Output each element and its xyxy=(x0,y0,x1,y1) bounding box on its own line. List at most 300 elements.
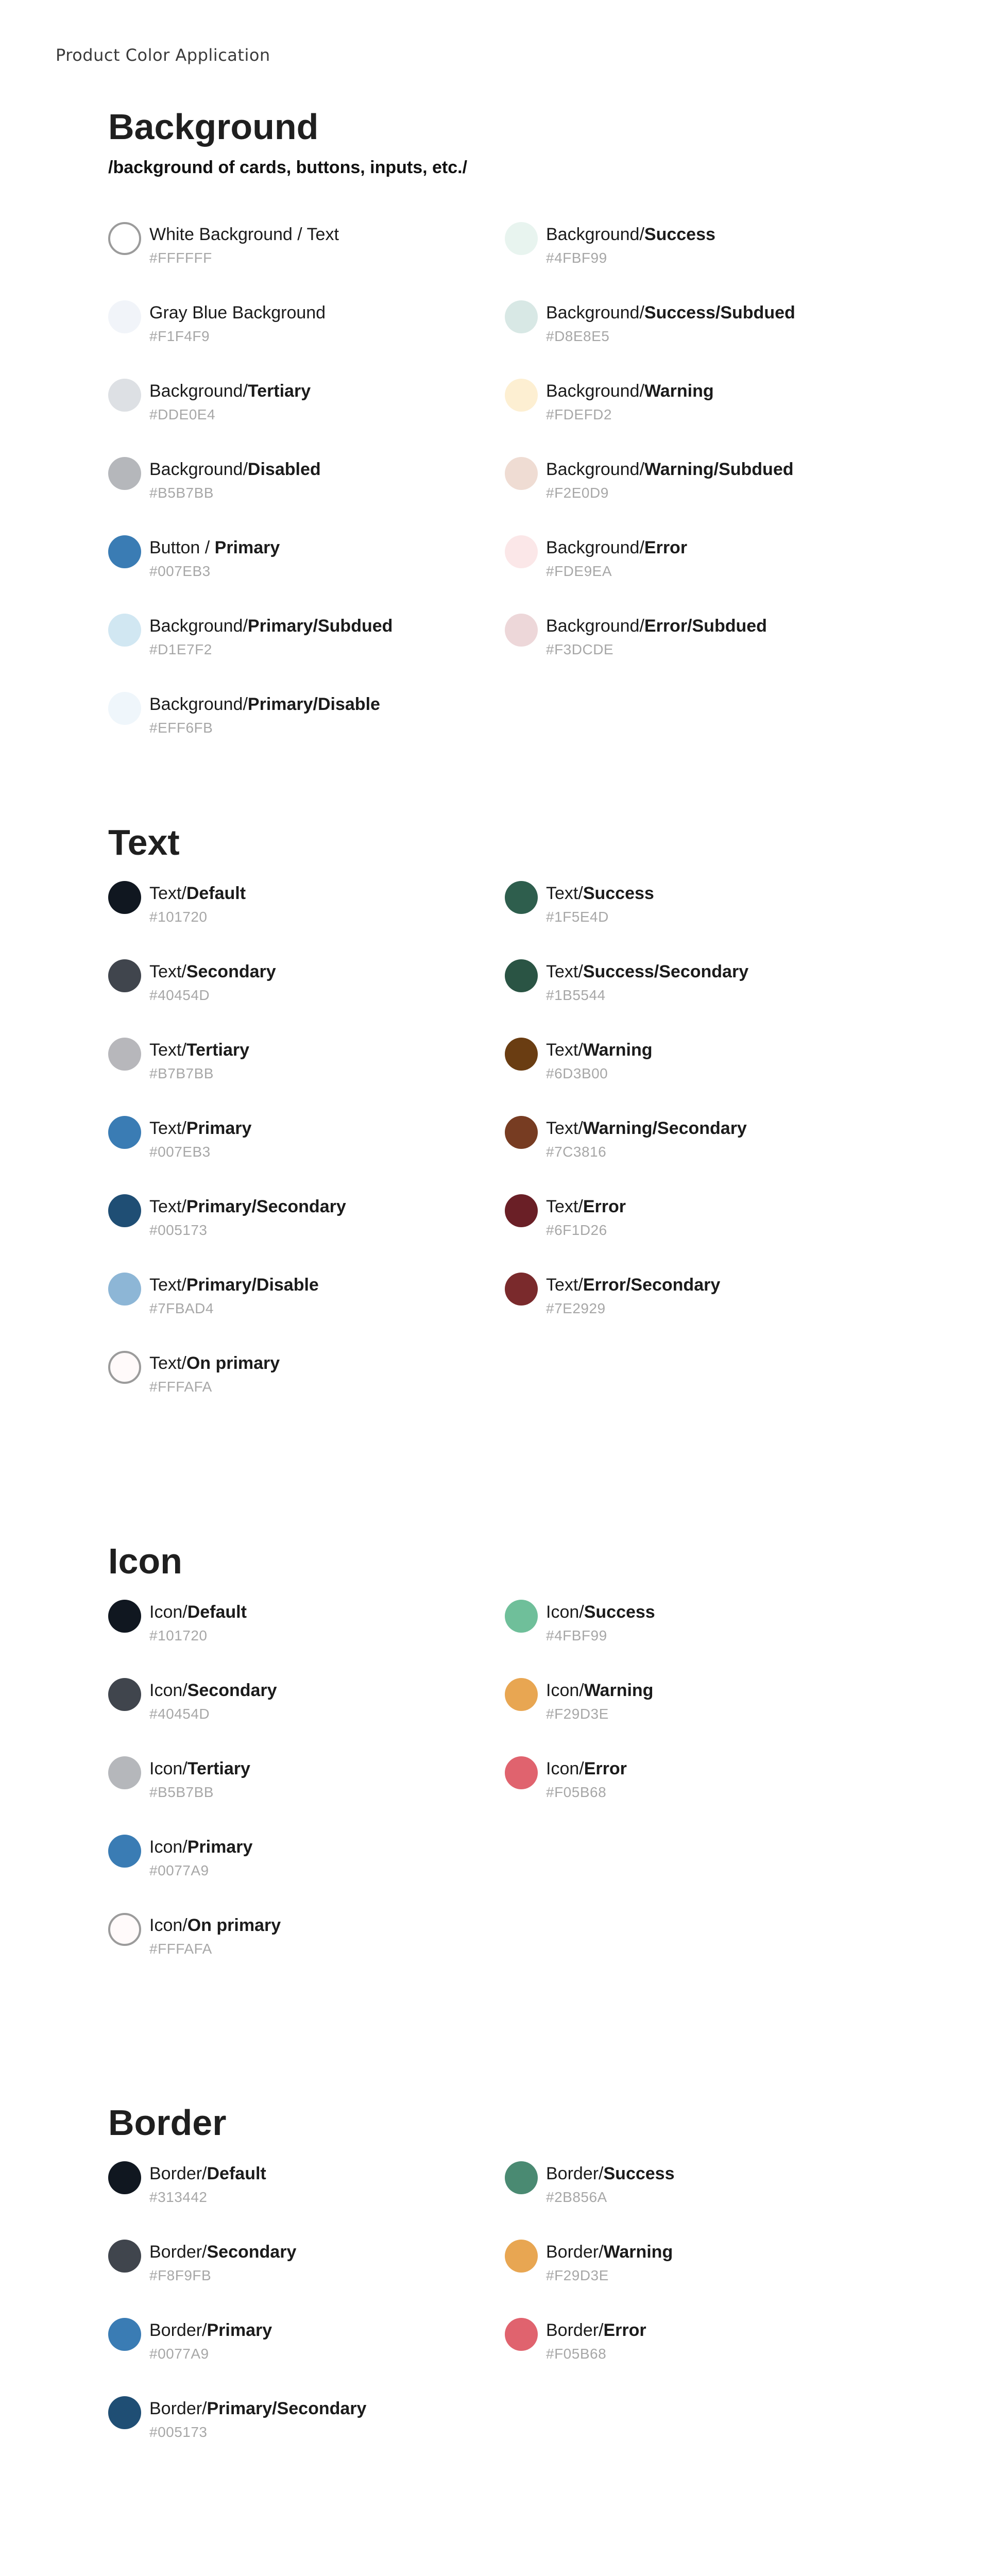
color-token-hex: #F05B68 xyxy=(546,2346,607,2362)
color-token-hex: #313442 xyxy=(149,2189,208,2205)
color-column-left xyxy=(108,2161,500,2475)
color-token-text xyxy=(149,224,339,266)
color-token-name xyxy=(149,224,339,245)
color-token-name xyxy=(149,694,380,715)
color-token-text xyxy=(546,302,795,345)
color-swatch xyxy=(505,959,538,992)
color-token-text xyxy=(546,1680,653,1722)
color-token-name-emphasis: Primary xyxy=(207,2320,272,2340)
color-token-name-prefix: Background/ xyxy=(546,225,644,244)
color-token-text xyxy=(546,224,715,266)
color-token-name xyxy=(149,1353,280,1374)
color-token-name-emphasis: Error/Subdued xyxy=(644,616,767,636)
section-border xyxy=(108,2102,932,2440)
color-token-name xyxy=(546,459,794,480)
color-token-name-emphasis: Tertiary xyxy=(247,381,311,401)
color-token-name xyxy=(149,2398,366,2419)
color-token-name xyxy=(546,883,654,904)
color-token-name-prefix: Text/ xyxy=(149,1275,186,1295)
color-token-name xyxy=(546,1118,747,1139)
color-token-name-prefix: Icon/ xyxy=(149,1681,187,1700)
color-token-name xyxy=(546,1275,720,1295)
color-token-name xyxy=(149,1196,346,1217)
color-token xyxy=(108,1038,500,1116)
color-token xyxy=(505,2161,896,2240)
color-token xyxy=(108,1678,500,1756)
color-token xyxy=(505,1116,896,1194)
section-title: Icon xyxy=(108,1541,182,1581)
color-token-name-prefix: Text/ xyxy=(546,884,583,903)
color-token-name-emphasis: Error xyxy=(584,1759,627,1778)
color-swatch xyxy=(505,1038,538,1071)
color-token-name-prefix: Border/ xyxy=(149,2320,207,2340)
color-token-hex: #40454D xyxy=(149,1706,210,1722)
section-title: Background xyxy=(108,107,319,147)
color-token-text xyxy=(546,2320,646,2362)
color-token-name xyxy=(546,2320,646,2341)
color-token-text xyxy=(546,1602,655,1644)
color-token-name xyxy=(546,616,767,636)
color-swatch xyxy=(108,1273,141,1306)
section-subtitle: /background of cards, buttons, inputs, etc./ xyxy=(108,158,468,177)
color-token-hex: #7C3816 xyxy=(546,1144,607,1160)
color-token-name-emphasis: On primary xyxy=(186,1353,280,1373)
color-token xyxy=(505,1678,896,1756)
color-token-name-prefix: Icon/ xyxy=(149,1916,187,1935)
color-token-name-emphasis: Error xyxy=(583,1197,626,1216)
color-token-hex: #40454D xyxy=(149,987,210,1003)
color-token-text xyxy=(149,1602,247,1644)
color-token-hex: #4FBF99 xyxy=(546,250,607,266)
color-token-name xyxy=(149,2163,266,2184)
color-token xyxy=(505,959,896,1038)
color-token xyxy=(108,1756,500,1835)
color-token-name xyxy=(149,381,311,401)
color-swatch xyxy=(505,881,538,914)
color-token-hex: #0077A9 xyxy=(149,2346,209,2362)
color-token-name-emphasis: Success xyxy=(644,225,715,244)
color-token-name-prefix: Text/ xyxy=(546,1118,583,1138)
color-token xyxy=(108,881,500,959)
color-token-hex: #0077A9 xyxy=(149,1862,209,1878)
color-token-name-prefix: Background/ xyxy=(149,616,248,636)
color-token-name-prefix: Gray Blue Background xyxy=(149,303,326,323)
color-token xyxy=(108,1835,500,1913)
color-token-name-prefix: Text/ xyxy=(149,1353,186,1373)
color-token-name-prefix: Icon/ xyxy=(149,1602,187,1622)
color-token xyxy=(108,535,500,614)
color-token-name-emphasis: Primary/Subdued xyxy=(247,616,393,636)
color-token-name-emphasis: Primary xyxy=(187,1837,253,1857)
color-token-name-emphasis: Error xyxy=(603,2320,646,2340)
color-swatch xyxy=(505,2240,538,2273)
color-token-name-prefix: Text/ xyxy=(546,962,583,981)
color-token-name-prefix: Border/ xyxy=(546,2320,604,2340)
color-token-name-prefix: Text/ xyxy=(149,1040,186,1060)
color-token-hex: #2B856A xyxy=(546,2189,607,2205)
color-column-right xyxy=(505,881,896,1351)
color-token-text xyxy=(149,1118,251,1160)
color-swatch xyxy=(108,222,141,255)
color-token-name xyxy=(149,1275,319,1295)
color-token-name xyxy=(149,1837,252,1857)
color-token xyxy=(108,692,500,770)
color-token-name xyxy=(149,2242,296,2262)
color-swatch xyxy=(505,1116,538,1149)
color-token xyxy=(505,1756,896,1835)
color-swatch xyxy=(108,2161,141,2194)
color-token-text xyxy=(149,1758,250,1801)
color-token-name-emphasis: Warning xyxy=(583,1040,653,1060)
color-token-name xyxy=(149,961,276,982)
color-token-name-prefix: Border/ xyxy=(546,2164,604,2183)
color-token xyxy=(108,2396,500,2475)
color-token-text xyxy=(149,459,321,501)
color-token xyxy=(505,1038,896,1116)
color-swatch xyxy=(108,1038,141,1071)
color-token-name-emphasis: Primary xyxy=(186,1118,252,1138)
color-token-text xyxy=(149,1837,252,1879)
color-token-name-emphasis: Default xyxy=(186,884,246,903)
color-token-name-prefix: Background/ xyxy=(149,460,248,479)
color-token-text xyxy=(546,1758,627,1801)
color-token-text xyxy=(149,1680,277,1722)
color-token xyxy=(505,2318,896,2396)
color-token-hex: #FFFAFA xyxy=(149,1379,212,1395)
color-token-text xyxy=(149,1196,346,1239)
color-column-right xyxy=(505,1600,896,1835)
color-token-text xyxy=(149,694,380,736)
color-token-name-emphasis: Success xyxy=(603,2164,675,2183)
color-token-name xyxy=(149,1680,277,1701)
color-token-name-emphasis: Warning/Subdued xyxy=(644,460,794,479)
color-swatch xyxy=(505,379,538,412)
color-token-name xyxy=(546,961,748,982)
color-token-hex: #1B5544 xyxy=(546,987,606,1003)
color-token xyxy=(108,2318,500,2396)
color-token-name-emphasis: Primary/Secondary xyxy=(186,1197,346,1216)
color-token-text xyxy=(149,2320,272,2362)
color-token-name-prefix: Icon/ xyxy=(546,1681,584,1700)
color-token-name xyxy=(149,302,326,323)
color-token-hex: #007EB3 xyxy=(149,1144,211,1160)
color-swatch xyxy=(505,222,538,255)
color-token-text xyxy=(546,1118,747,1160)
section-background xyxy=(108,106,932,736)
color-token-name-emphasis: Primary/Disable xyxy=(186,1275,319,1295)
color-token-name-prefix: Icon/ xyxy=(149,1837,187,1857)
color-swatch xyxy=(108,2396,141,2429)
color-token-name-emphasis: Success/Secondary xyxy=(583,962,749,981)
color-token-hex: #B5B7BB xyxy=(149,485,214,501)
color-token-name xyxy=(546,1758,627,1779)
color-token-name-emphasis: Secondary xyxy=(207,2242,297,2262)
color-token-name xyxy=(546,2242,673,2262)
color-token-name xyxy=(546,537,687,558)
color-token-name-emphasis: Secondary xyxy=(186,962,276,981)
color-token xyxy=(505,1600,896,1678)
color-token-name xyxy=(546,1602,655,1622)
color-token-name-prefix: Background/ xyxy=(546,303,644,323)
color-token-name-emphasis: Warning/Secondary xyxy=(583,1118,747,1138)
color-token-hex: #FFFAFA xyxy=(149,1941,212,1957)
color-token-name xyxy=(149,1118,251,1139)
color-token-hex: #F8F9FB xyxy=(149,2267,212,2283)
color-token xyxy=(505,300,896,379)
color-token-name-emphasis: Warning xyxy=(603,2242,673,2262)
color-token-text xyxy=(149,1915,281,1957)
color-token-text xyxy=(149,381,311,423)
color-column-left xyxy=(108,222,500,770)
color-swatch xyxy=(108,1835,141,1868)
color-token-hex: #FFFFFF xyxy=(149,250,212,266)
color-token-name-prefix: Background/ xyxy=(546,616,644,636)
color-token-text xyxy=(149,1275,319,1317)
color-token-name-emphasis: Primary xyxy=(214,538,280,557)
color-token-name xyxy=(546,1680,653,1701)
color-token-name xyxy=(546,381,714,401)
color-token-name-emphasis: Warning xyxy=(584,1681,654,1700)
color-token-text xyxy=(546,2163,675,2206)
color-token xyxy=(505,379,896,457)
color-token xyxy=(505,535,896,614)
color-token-name-emphasis: Error xyxy=(644,538,688,557)
color-token-hex: #F29D3E xyxy=(546,1706,609,1722)
color-token-name xyxy=(149,883,246,904)
color-token xyxy=(108,2161,500,2240)
color-swatch xyxy=(505,614,538,647)
color-swatch xyxy=(505,1756,538,1789)
color-swatch xyxy=(108,379,141,412)
color-token-name-prefix: Border/ xyxy=(546,2242,604,2262)
color-token-name xyxy=(149,1758,250,1779)
color-column-right xyxy=(505,2161,896,2396)
color-swatch xyxy=(108,300,141,333)
color-token xyxy=(108,614,500,692)
color-token-name xyxy=(149,1915,281,1936)
color-token-hex: #EFF6FB xyxy=(149,720,213,736)
color-token xyxy=(108,1194,500,1273)
color-swatch xyxy=(108,881,141,914)
color-token-name-emphasis: Secondary xyxy=(187,1681,277,1700)
color-token-name xyxy=(546,1196,626,1217)
color-token-text xyxy=(546,616,767,658)
color-token-hex: #D8E8E5 xyxy=(546,328,610,344)
color-swatch xyxy=(108,2240,141,2273)
color-swatch xyxy=(505,1273,538,1306)
color-token-text xyxy=(149,883,246,925)
color-token-text xyxy=(546,1196,626,1239)
color-token-text xyxy=(546,459,794,501)
color-token-text xyxy=(149,2398,366,2441)
color-swatch xyxy=(505,300,538,333)
section-title: Border xyxy=(108,2103,227,2143)
color-swatch xyxy=(108,2318,141,2351)
color-token xyxy=(108,1351,500,1429)
color-token xyxy=(505,1194,896,1273)
color-token-name-prefix: Background/ xyxy=(149,694,248,714)
color-token xyxy=(505,1273,896,1351)
color-token-text xyxy=(149,537,280,580)
color-token-text xyxy=(149,616,393,658)
color-token-hex: #005173 xyxy=(149,2424,208,2440)
color-token xyxy=(108,1273,500,1351)
color-token xyxy=(108,457,500,535)
color-swatch xyxy=(108,1600,141,1633)
color-token-name-emphasis: Default xyxy=(207,2164,266,2183)
color-token-text xyxy=(546,2242,673,2284)
color-token-hex: #F2E0D9 xyxy=(546,485,609,501)
color-token xyxy=(108,300,500,379)
color-token-hex: #101720 xyxy=(149,909,208,925)
color-token-name-emphasis: Primary/Secondary xyxy=(207,2399,367,2418)
color-token-hex: #DDE0E4 xyxy=(149,406,216,422)
color-token-text xyxy=(546,961,748,1004)
color-token-hex: #007EB3 xyxy=(149,563,211,579)
color-token-hex: #D1E7F2 xyxy=(149,641,212,657)
color-token-text xyxy=(149,1040,249,1082)
color-swatch xyxy=(108,614,141,647)
color-column-left xyxy=(108,1600,500,1991)
color-token-name-emphasis: Error/Secondary xyxy=(583,1275,721,1295)
color-token-name-emphasis: Tertiary xyxy=(186,1040,250,1060)
color-token-hex: #1F5E4D xyxy=(546,909,609,925)
color-token-text xyxy=(546,883,654,925)
color-token-name xyxy=(546,1040,653,1060)
color-token-hex: #6D3B00 xyxy=(546,1065,608,1081)
color-token-name-prefix: Background/ xyxy=(149,381,248,401)
color-token-name-prefix: White Background / Text xyxy=(149,225,339,244)
color-token-name-prefix: Text/ xyxy=(546,1275,583,1295)
color-token-name xyxy=(546,2163,675,2184)
color-token-name-emphasis: Success xyxy=(584,1602,655,1622)
color-swatch xyxy=(505,2318,538,2351)
color-token-name-emphasis: Tertiary xyxy=(187,1759,250,1778)
color-token-text xyxy=(149,302,326,345)
color-token-name-prefix: Icon/ xyxy=(546,1602,584,1622)
color-column-right xyxy=(505,222,896,692)
color-token xyxy=(108,1600,500,1678)
color-token-text xyxy=(149,961,276,1004)
color-token-name-emphasis: Success xyxy=(583,884,654,903)
color-token-hex: #FDEFD2 xyxy=(546,406,612,422)
color-swatch xyxy=(108,1756,141,1789)
color-token-name-prefix: Text/ xyxy=(149,884,186,903)
color-token-name-emphasis: Primary/Disable xyxy=(247,694,380,714)
color-token-hex: #F3DCDE xyxy=(546,641,614,657)
color-token-hex: #4FBF99 xyxy=(546,1628,607,1643)
color-token-text xyxy=(149,2163,266,2206)
color-token-name-prefix: Background/ xyxy=(546,381,644,401)
color-token xyxy=(505,2240,896,2318)
color-swatch xyxy=(108,692,141,725)
color-token-name xyxy=(149,459,321,480)
color-token-name-prefix: Text/ xyxy=(149,962,186,981)
color-token-name-prefix: Border/ xyxy=(149,2164,207,2183)
color-token-hex: #B5B7BB xyxy=(149,1784,214,1800)
color-swatch xyxy=(108,1194,141,1227)
color-swatch xyxy=(108,457,141,490)
color-token xyxy=(505,614,896,692)
color-token xyxy=(108,222,500,300)
color-token xyxy=(505,457,896,535)
color-swatch xyxy=(505,1194,538,1227)
color-swatch xyxy=(505,1678,538,1711)
color-token xyxy=(505,222,896,300)
color-token-name xyxy=(546,302,795,323)
color-token xyxy=(108,1913,500,1991)
color-swatch xyxy=(108,1351,141,1384)
color-token-hex: #F1F4F9 xyxy=(149,328,210,344)
color-token-hex: #7E2929 xyxy=(546,1300,606,1316)
color-token-hex: #B7B7BB xyxy=(149,1065,214,1081)
color-token-name-prefix: Text/ xyxy=(546,1040,583,1060)
color-token-name-prefix: Icon/ xyxy=(149,1759,187,1778)
color-swatch xyxy=(505,2161,538,2194)
color-token-name xyxy=(149,537,280,558)
color-swatch xyxy=(108,959,141,992)
color-token-hex: #6F1D26 xyxy=(546,1222,607,1238)
color-token-name-prefix: Text/ xyxy=(149,1118,186,1138)
color-column-left xyxy=(108,881,500,1429)
color-token xyxy=(108,1116,500,1194)
color-token-hex: #101720 xyxy=(149,1628,208,1643)
color-token-text xyxy=(546,381,714,423)
color-token-name xyxy=(546,224,715,245)
color-token-name-prefix: Background/ xyxy=(546,460,644,479)
section-title: Text xyxy=(108,822,180,862)
color-token-name-emphasis: Success/Subdued xyxy=(644,303,795,323)
color-swatch xyxy=(108,535,141,568)
color-swatch xyxy=(108,1116,141,1149)
color-token-hex: #FDE9EA xyxy=(546,563,612,579)
color-token-name xyxy=(149,616,393,636)
color-token-hex: #7FBAD4 xyxy=(149,1300,214,1316)
color-token-name-prefix: Text/ xyxy=(546,1197,583,1216)
color-swatch xyxy=(108,1678,141,1711)
color-token-name-prefix: Border/ xyxy=(149,2242,207,2262)
color-swatch xyxy=(505,535,538,568)
section-icon xyxy=(108,1540,932,1957)
color-token-name-prefix: Text/ xyxy=(149,1197,186,1216)
color-token-text xyxy=(546,1040,653,1082)
color-swatch xyxy=(505,1600,538,1633)
color-token-name-prefix: Icon/ xyxy=(546,1759,584,1778)
color-token-name xyxy=(149,1602,247,1622)
color-swatch xyxy=(108,1913,141,1946)
color-token-name-prefix: Button / xyxy=(149,538,215,557)
color-token-text xyxy=(149,1353,280,1395)
color-token-name-prefix: Background/ xyxy=(546,538,644,557)
color-token-name xyxy=(149,2320,272,2341)
color-token-name-emphasis: Warning xyxy=(644,381,714,401)
color-token-text xyxy=(546,1275,720,1317)
color-token xyxy=(505,881,896,959)
color-token xyxy=(108,2240,500,2318)
color-token-name-prefix: Border/ xyxy=(149,2399,207,2418)
page-header: Product Color Application xyxy=(56,45,270,65)
color-token-text xyxy=(546,537,687,580)
color-token-text xyxy=(149,2242,296,2284)
color-swatch xyxy=(505,457,538,490)
color-token-name-emphasis: Disabled xyxy=(247,460,321,479)
color-token xyxy=(108,379,500,457)
color-token-name-emphasis: On primary xyxy=(187,1916,281,1935)
color-token-hex: #F29D3E xyxy=(546,2267,609,2283)
color-token xyxy=(108,959,500,1038)
color-token-hex: #F05B68 xyxy=(546,1784,607,1800)
color-token-name-emphasis: Default xyxy=(187,1602,247,1622)
